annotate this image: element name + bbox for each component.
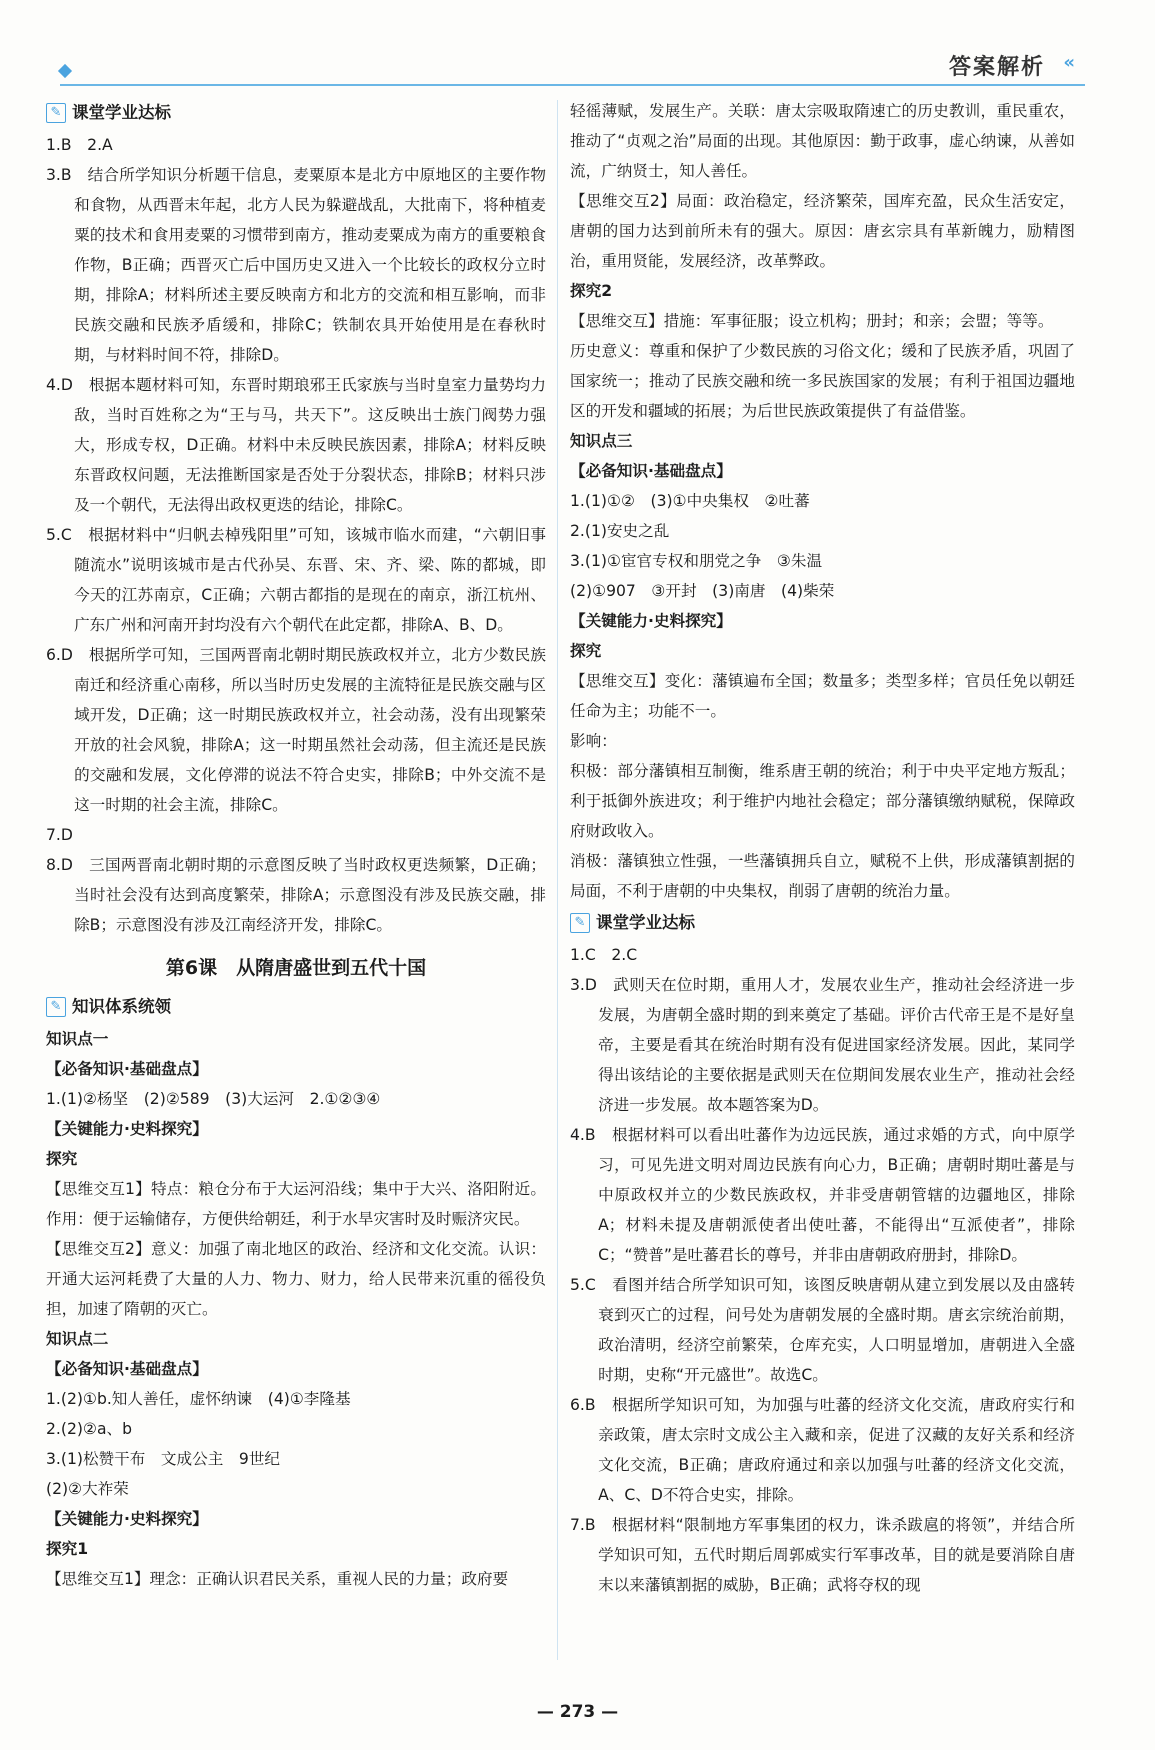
section-heading: ✎ 课堂学业达标	[46, 96, 546, 130]
answer-item: 4.B 根据材料可以看出吐蕃作为边远民族，通过求婚的方式，向中原学习，可见先进文明对周边民族有向心力，B正确；唐朝时期吐蕃是与中原政权并立的少数民族政权，并非受唐朝管辖的边疆地区，排除A；材料未提及唐朝派使者出使吐蕃，不能得出“互派使者”，排除C；“赞普”是吐蕃君长的尊号，并非由唐朝政府册封，排除D。	[570, 1126, 1075, 1264]
answer-item: 4.D 根据本题材料可知，东晋时期琅邪王氏家族与当时皇室力量势均力敌，当时百姓称之为“王与马，共天下”。这反映出士族门阀势力强大，形成专权，D正确。材料中未反映民族因素，排除A；材料反映东晋政权问题，无法推断国家是否处于分裂状态，排除B；材料只涉及一个朝代，无法得出政权更迭的结论，排除C。	[46, 376, 546, 514]
answer-item: 1.C 2.C	[570, 946, 638, 964]
explore-label: 探究	[46, 1150, 78, 1168]
page-header	[0, 0, 1155, 90]
answer-line: 1.(1)②杨坚 (2)②589 (3)大运河 2.①②③④	[46, 1090, 381, 1108]
double-chevron-left-icon: «	[1063, 52, 1075, 73]
answer-item: 3.B 结合所学知识分析题干信息，麦粟原本是北方中原地区的主要作物和食物，从西晋末年起，北方人民为躲避战乱，大批南下，将种植麦粟的技术和食用麦粟的习惯带到南方，推动麦粟成为南方的重要粮食作物，B正确；西晋灭亡后中国历史又进入一个比较长的政权分立时期，排除A；材料所述主要反映南方和北方的交流和相互影响，而非民族交融和民族矛盾缓和，排除C；铁制农具开始使用是在春秋时期，与材料时间不符，排除D。	[46, 166, 546, 364]
thinking-paragraph: 【思维交互】变化：藩镇遍布全国；数量多；类型多样；官员任免以朝廷任命为主；功能不一。	[570, 672, 1075, 720]
thinking-paragraph: 轻徭薄赋，发展生产。关联：唐太宗吸取隋速亡的历史教训，重民重农，推动了“贞观之治”局面的出现。其他原因：勤于政事，虚心纳谏，从善如流，广纳贤士，知人善任。	[570, 102, 1075, 180]
diamond-icon	[58, 64, 72, 78]
page-number: — 273 —	[536, 1702, 619, 1722]
answer-item: 1.B 2.A	[46, 136, 113, 154]
knowledge-point: 知识点三	[570, 432, 633, 450]
sub-heading: 【关键能力·史料探究】	[46, 1510, 208, 1528]
answer-line: 1.(1)①② (3)①中央集权 ②吐蕃	[570, 492, 810, 510]
thinking-paragraph: 积极：部分藩镇相互制衡，维系唐王朝的统治；利于中央平定地方叛乱；利于抵御外族进攻；利于维护内地社会稳定；部分藩镇缴纳赋税，保障政府财政收入。	[570, 762, 1075, 840]
answer-line: 3.(1)①宦官专权和朋党之争 ③朱温	[570, 552, 823, 570]
answer-line: (2)①907 ③开封 (3)南唐 (4)柴荣	[570, 582, 835, 600]
knowledge-point: 知识点一	[46, 1030, 109, 1048]
sub-heading: 【关键能力·史料探究】	[46, 1120, 208, 1138]
sub-heading: 【必备知识·基础盘点】	[46, 1060, 208, 1078]
sub-heading: 【关键能力·史料探究】	[570, 612, 732, 630]
sub-heading: 【必备知识·基础盘点】	[570, 462, 732, 480]
answer-item: 5.C 看图并结合所学知识可知，该图反映唐朝从建立到发展以及由盛转衰到灭亡的过程，问号处为唐朝发展的全盛时期。唐玄宗统治前期，政治清明，经济空前繁荣，仓库充实，人口明显增加，唐朝进入全盛时期，史称“开元盛世”。故选C。	[570, 1276, 1075, 1384]
lesson-title: 第6课 从隋唐盛世到五代十国	[165, 957, 427, 979]
header-divider	[60, 84, 1085, 86]
answer-line: (2)②大祚荣	[46, 1480, 129, 1498]
pencil-icon: ✎	[46, 103, 66, 123]
thinking-paragraph: 历史意义：尊重和保护了少数民族的习俗文化；缓和了民族矛盾，巩固了国家统一；推动了民族交融和统一多民族国家的发展；有利于祖国边疆地区的开发和疆域的拓展；为后世民族政策提供了有益借鉴。	[570, 342, 1075, 420]
answer-line: 3.(1)松赞干布 文成公主 9世纪	[46, 1450, 281, 1468]
thinking-paragraph: 【思维交互1】特点：粮仓分布于大运河沿线；集中于大兴、洛阳附近。作用：便于运输储存，方便供给朝廷，利于水旱灾害时及时赈济灾民。	[46, 1180, 546, 1228]
explore-label: 探究	[570, 642, 602, 660]
answer-item: 6.D 根据所学可知，三国两晋南北朝时期民族政权并立，北方少数民族南迁和经济重心南移，所以当时历史发展的主流特征是民族交融与区域开发，D正确；这一时期民族政权并立，社会动荡，没有出现繁荣开放的社会风貌，排除A；这一时期虽然社会动荡，但主流还是民族的交融和发展，文化停滞的说法不符合史实，排除B；中外交流不是这一时期的社会主流，排除C。	[46, 646, 546, 814]
answer-line: 2.(1)安史之乱	[570, 522, 670, 540]
answer-line: 2.(2)②a、b	[46, 1420, 132, 1438]
thinking-paragraph: 【思维交互】措施：军事征服；设立机构；册封；和亲；会盟；等等。	[570, 312, 1054, 330]
explore-label: 探究2	[570, 282, 613, 300]
answer-item: 7.B 根据材料“限制地方军事集团的权力，诛杀跋扈的将领”，并结合所学知识可知，五代时期后周郭威实行军事改革，目的就是要消除自唐末以来藩镇割据的威胁，B正确；武将夺权的现	[570, 1516, 1075, 1594]
section-heading: ✎ 课堂学业达标	[570, 906, 1075, 940]
sub-heading: 【必备知识·基础盘点】	[46, 1360, 208, 1378]
answer-item: 6.B 根据所学知识可知，为加强与吐蕃的经济文化交流，唐政府实行和亲政策，唐太宗时文成公主入藏和亲，促进了汉藏的友好关系和经济文化交流，B正确；唐政府通过和亲以加强与吐蕃的经济文化交流，A、C、D不符合史实，排除。	[570, 1396, 1075, 1504]
answer-item: 8.D 三国两晋南北朝时期的示意图反映了当时政权更迭频繁，D正确；当时社会没有达到高度繁荣，排除A；示意图没有涉及民族交融，排除B；示意图没有涉及江南经济开发，排除C。	[46, 856, 546, 934]
section-heading: ✎ 知识体系统领	[46, 990, 546, 1024]
pencil-icon: ✎	[46, 997, 66, 1017]
header-title: 答案解析	[948, 55, 1045, 80]
thinking-paragraph: 影响：	[570, 732, 617, 750]
thinking-paragraph: 【思维交互2】意义：加强了南北地区的政治、经济和文化交流。认识：开通大运河耗费了大量的人力、物力、财力，给人民带来沉重的徭役负担，加速了隋朝的灭亡。	[46, 1240, 546, 1318]
answer-item: 3.D 武则天在位时期，重用人才，发展农业生产，推动社会经济进一步发展，为唐朝全盛时期的到来奠定了基础。评价古代帝王是不是好皇帝，主要是看其在统治时期有没有促进国家经济发展。因此，某同学得出该结论的主要依据是武则天在位期间发展农业生产，推动社会经济进一步发展。故本题答案为D。	[570, 976, 1075, 1114]
left-column	[46, 96, 546, 1594]
thinking-paragraph: 【思维交互1】理念：正确认识君民关系，重视人民的力量；政府要	[46, 1570, 509, 1588]
pencil-icon: ✎	[570, 913, 590, 933]
column-divider	[557, 100, 558, 1660]
answer-item: 7.D	[46, 826, 73, 844]
answer-item: 5.C 根据材料中“归帆去棹残阳里”可知，该城市临水而建，“六朝旧事随流水”说明该城市是古代孙吴、东晋、宋、齐、梁、陈的都城，即今天的江苏南京，C正确；六朝古都指的是现在的南京，浙江杭州、广东广州和河南开封均没有六个朝代在此定都，排除A、B、D。	[46, 526, 546, 634]
answer-line: 1.(2)①b.知人善任，虚怀纳谏 (4)①李隆基	[46, 1390, 351, 1408]
right-column	[570, 96, 1075, 1600]
thinking-paragraph: 【思维交互2】局面：政治稳定，经济繁荣，国库充盈，民众生活安定，唐朝的国力达到前所未有的强大。原因：唐玄宗具有革新魄力，励精图治，重用贤能，发展经济，改革弊政。	[570, 192, 1075, 270]
explore-label: 探究1	[46, 1540, 89, 1558]
thinking-paragraph: 消极：藩镇独立性强，一些藩镇拥兵自立，赋税不上供，形成藩镇割据的局面，不利于唐朝的中央集权，削弱了唐朝的统治力量。	[570, 852, 1075, 900]
knowledge-point: 知识点二	[46, 1330, 109, 1348]
